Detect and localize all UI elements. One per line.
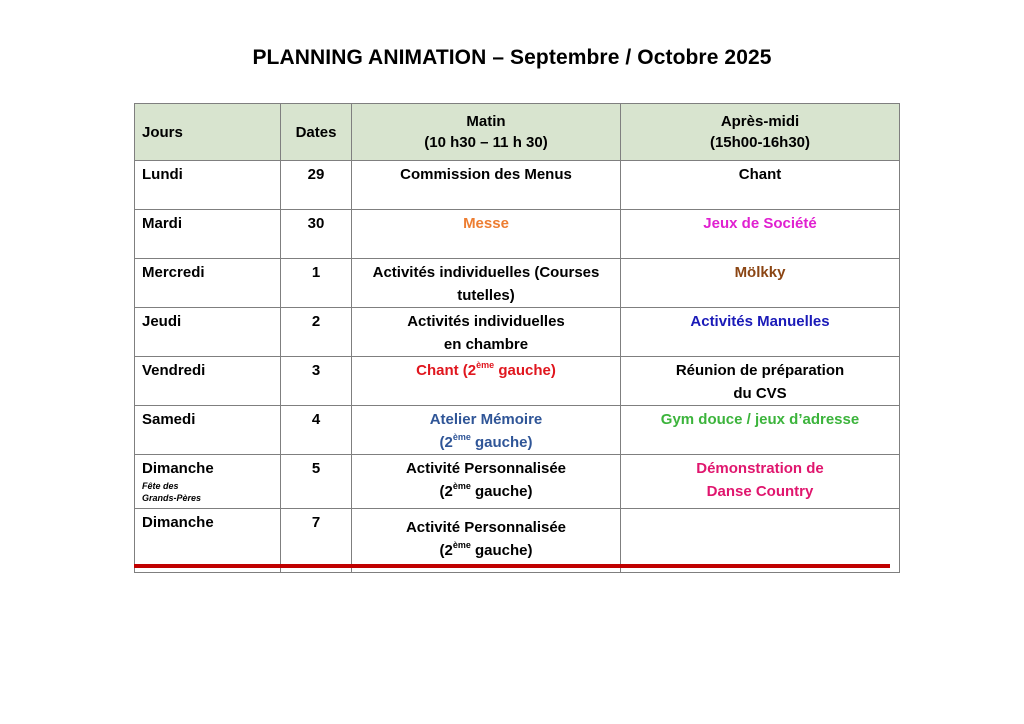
table-row bbox=[135, 210, 900, 259]
jour-cell: Lundi bbox=[135, 161, 281, 210]
jour-cell: Dimanche bbox=[135, 509, 281, 573]
ordinal-superscript: ème bbox=[452, 432, 471, 442]
matin-cell bbox=[352, 259, 621, 308]
header-dates: Dates bbox=[281, 104, 352, 161]
apm-cell: Activités Manuelles bbox=[621, 308, 900, 357]
jour-cell: Jeudi bbox=[135, 308, 281, 357]
matin-text: (2 bbox=[439, 483, 453, 500]
apm-cell: Gym douce / jeux d’adresse bbox=[621, 406, 900, 455]
page-title: PLANNING ANIMATION – Septembre / Octobre 2025 bbox=[252, 46, 772, 69]
matin-text: gauche) bbox=[494, 362, 556, 379]
header-apm-label: Après-midi bbox=[720, 113, 800, 130]
date-cell: 1 bbox=[281, 259, 352, 308]
jour-cell: Samedi bbox=[135, 406, 281, 455]
ordinal-superscript: ème bbox=[452, 540, 471, 550]
apm-cell: Chant bbox=[621, 161, 900, 210]
apm-cell: Jeux de Société bbox=[621, 210, 900, 259]
matin-line: en chambre bbox=[443, 336, 529, 353]
apm-line: Démonstration de bbox=[696, 460, 824, 477]
apm-line: du CVS bbox=[733, 385, 787, 402]
jour-note: Fête des bbox=[142, 481, 179, 491]
table-row bbox=[135, 308, 900, 357]
matin-cell: Commission des Menus bbox=[352, 161, 621, 210]
header-jours: Jours bbox=[135, 104, 281, 161]
jour-cell bbox=[135, 455, 281, 509]
date-cell: 4 bbox=[281, 406, 352, 455]
ordinal-superscript: ème bbox=[452, 481, 471, 491]
apm-cell bbox=[621, 509, 900, 573]
matin-line: Activités individuelles bbox=[407, 313, 565, 330]
apm-line: Réunion de préparation bbox=[675, 362, 845, 379]
jour-cell: Mercredi bbox=[135, 259, 281, 308]
date-cell: 5 bbox=[281, 455, 352, 509]
matin-cell: Messe bbox=[352, 210, 621, 259]
matin-line bbox=[352, 431, 620, 454]
matin-cell bbox=[352, 455, 621, 509]
table-row bbox=[135, 161, 900, 210]
matin-text: (2 bbox=[439, 542, 453, 559]
table-row bbox=[135, 259, 900, 308]
table-row bbox=[135, 509, 900, 573]
matin-line: tutelles) bbox=[457, 287, 515, 304]
date-cell: 29 bbox=[281, 161, 352, 210]
ordinal-superscript: ème bbox=[476, 360, 495, 370]
date-cell: 30 bbox=[281, 210, 352, 259]
matin-text: Chant (2 bbox=[416, 362, 477, 379]
matin-cell bbox=[352, 308, 621, 357]
table-header-row bbox=[135, 104, 900, 161]
matin-line: Activité Personnalisée bbox=[405, 519, 567, 536]
header-apres-midi bbox=[621, 104, 900, 161]
matin-cell bbox=[352, 357, 621, 406]
table-row bbox=[135, 357, 900, 406]
matin-text: gauche) bbox=[470, 434, 533, 451]
table-bottom-rule bbox=[134, 564, 890, 568]
matin-text: gauche) bbox=[470, 542, 533, 559]
apm-cell bbox=[621, 455, 900, 509]
table-row bbox=[135, 406, 900, 455]
header-matin bbox=[352, 104, 621, 161]
apm-cell bbox=[621, 357, 900, 406]
jour-label: Dimanche bbox=[142, 460, 214, 477]
planning-table bbox=[134, 103, 900, 573]
date-cell: 2 bbox=[281, 308, 352, 357]
matin-cell bbox=[352, 509, 621, 573]
header-matin-hours: (10 h30 – 11 h 30) bbox=[424, 134, 548, 151]
header-matin-label: Matin bbox=[466, 113, 506, 130]
matin-line: Activité Personnalisée bbox=[405, 460, 567, 477]
jour-note: Grands-Pères bbox=[142, 493, 202, 503]
jour-cell: Mardi bbox=[135, 210, 281, 259]
apm-line: Danse Country bbox=[706, 483, 814, 500]
matin-line: Atelier Mémoire bbox=[429, 411, 543, 428]
jour-cell: Vendredi bbox=[135, 357, 281, 406]
header-apm-hours: (15h00-16h30) bbox=[709, 134, 811, 151]
apm-cell: Mölkky bbox=[621, 259, 900, 308]
matin-cell bbox=[352, 406, 621, 455]
date-cell: 3 bbox=[281, 357, 352, 406]
table-row bbox=[135, 455, 900, 509]
matin-line: Activités individuelles (Courses bbox=[372, 264, 600, 281]
matin-text: (2 bbox=[439, 434, 453, 451]
matin-line bbox=[352, 539, 620, 562]
matin-line bbox=[352, 480, 620, 503]
date-cell: 7 bbox=[281, 509, 352, 573]
matin-text: gauche) bbox=[470, 483, 533, 500]
